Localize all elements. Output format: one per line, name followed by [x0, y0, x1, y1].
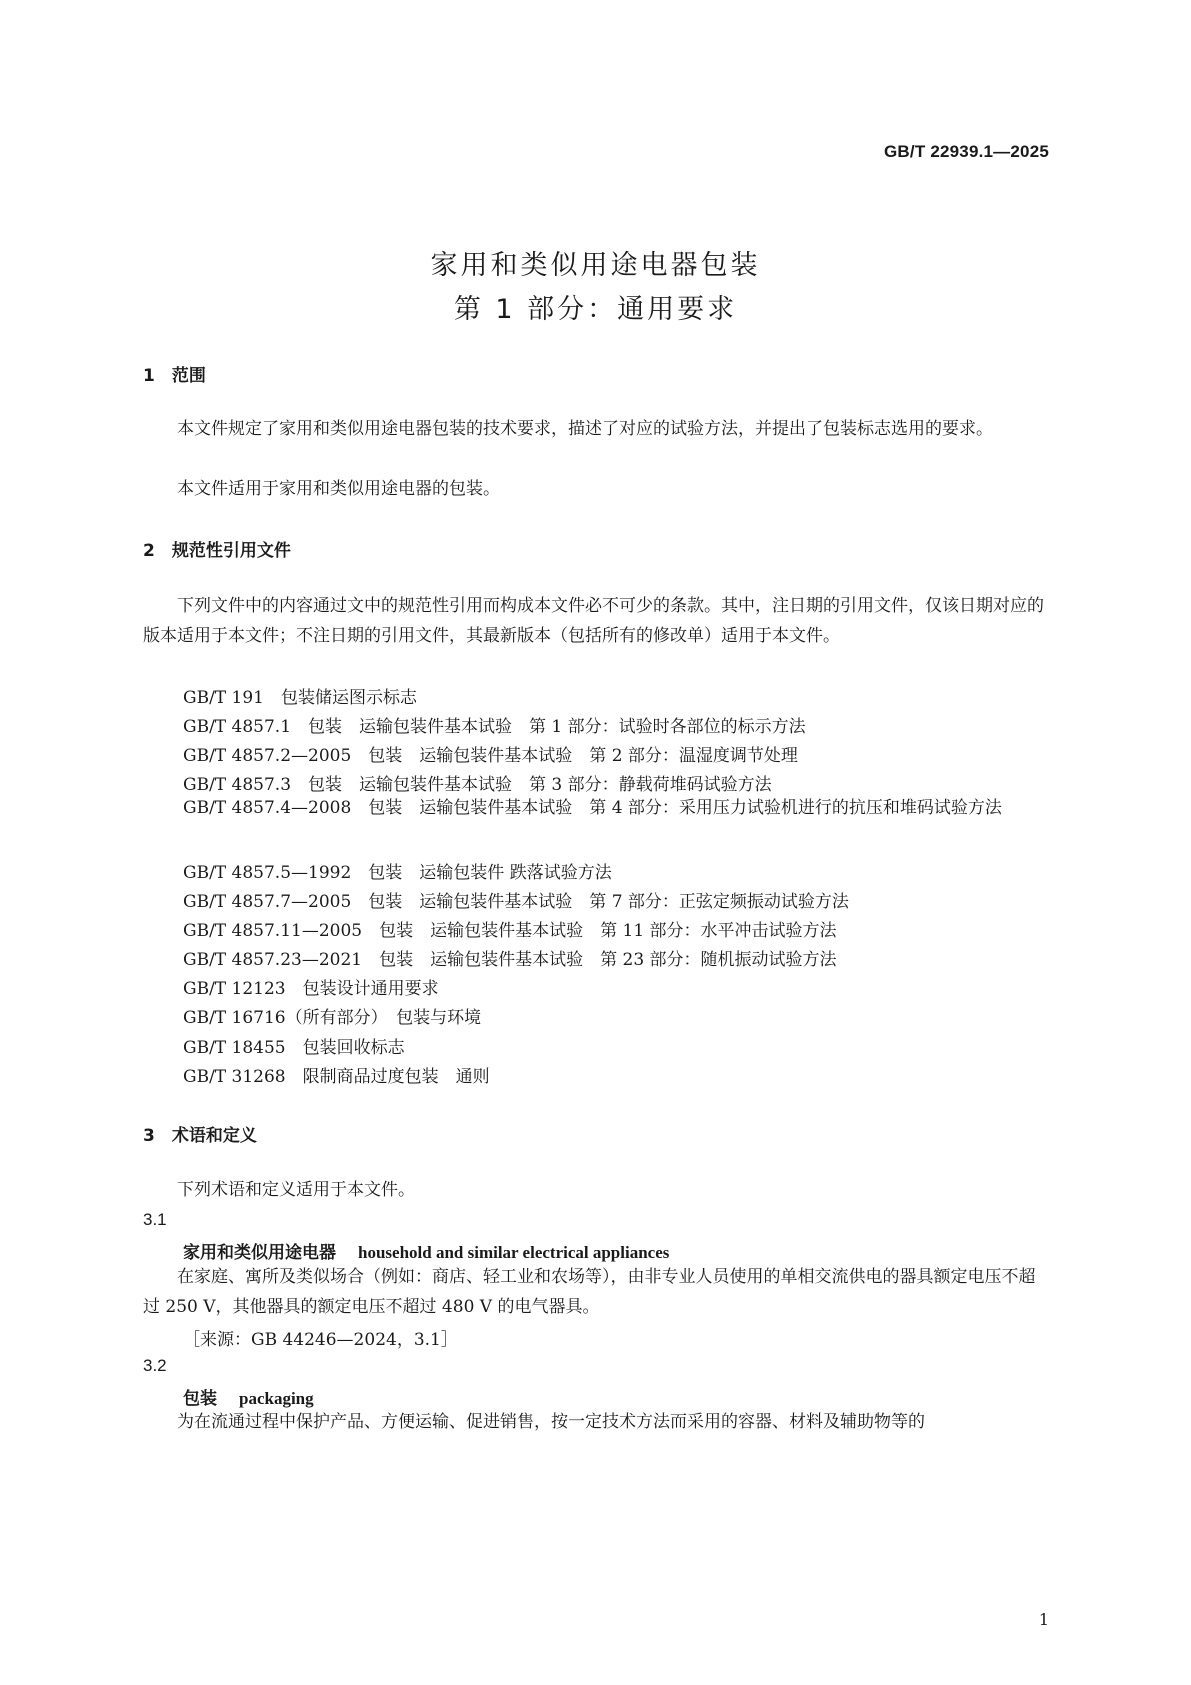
reference-item: GB/T 16716（所有部分） 包装与环境	[183, 1008, 482, 1028]
term-number: 3.2	[143, 1356, 167, 1375]
section-heading-scope: 1 范围	[143, 366, 206, 386]
reference-item: GB/T 4857.4—2008 包装 运输包装件基本试验 第 4 部分：采用压力试验机进行的抗压和堆码试验方法	[183, 798, 1002, 818]
term-title-zh: 家用和类似用途电器	[183, 1243, 336, 1263]
document-title: 家用和类似用途电器包装	[430, 250, 761, 281]
reference-item: GB/T 4857.3 包装 运输包装件基本试验 第 3 部分：静载荷堆码试验方法	[183, 775, 772, 795]
term-definition: 在家庭、寓所及类似场合（例如：商店、轻工业和农场等），由非专业人员使用的单相交流供电的器具额定电压不超过 250 V，其他器具的额定电压不超过 480 V 的电气器具。	[143, 1267, 1036, 1317]
section-heading-normative-references: 2 规范性引用文件	[143, 541, 291, 561]
reference-item: GB/T 12123 包装设计通用要求	[183, 979, 439, 999]
term-definition: 为在流通过程中保护产品、方便运输、促进销售，按一定技术方法而采用的容器、材料及辅助物等的	[177, 1412, 925, 1432]
section-heading-terms: 3 术语和定义	[143, 1126, 257, 1146]
term-title-en: household and similar electrical appliances	[358, 1243, 670, 1262]
normative-intro: 下列文件中的内容通过文中的规范性引用而构成本文件必不可少的条款。其中，注日期的引用文件，仅该日期对应的版本适用于本文件；不注日期的引用文件，其最新版本（包括所有的修改单）适用于本文件。	[143, 596, 1044, 646]
term-number: 3.1	[143, 1210, 167, 1229]
scope-paragraph-1: 本文件规定了家用和类似用途电器包装的技术要求，描述了对应的试验方法，并提出了包装标志选用的要求。	[177, 419, 993, 439]
reference-item: GB/T 18455 包装回收标志	[183, 1038, 405, 1058]
scope-paragraph-2: 本文件适用于家用和类似用途电器的包装。	[177, 479, 500, 499]
reference-item: GB/T 4857.23—2021 包装 运输包装件基本试验 第 23 部分：随机振动试验方法	[183, 950, 837, 970]
reference-item: GB/T 4857.11—2005 包装 运输包装件基本试验 第 11 部分：水平冲击试验方法	[183, 921, 837, 941]
term-title	[183, 1384, 314, 1409]
term-title	[183, 1238, 669, 1263]
document-subtitle: 第 1 部分：通用要求	[453, 294, 738, 325]
standard-number: GB/T 22939.1—2025	[884, 142, 1049, 161]
reference-item: GB/T 4857.2—2005 包装 运输包装件基本试验 第 2 部分：温湿度调节处理	[183, 746, 798, 766]
page-number: 1	[1038, 1610, 1049, 1629]
reference-item: GB/T 4857.1 包装 运输包装件基本试验 第 1 部分：试验时各部位的标示方法	[183, 717, 806, 737]
reference-item: GB/T 4857.5—1992 包装 运输包装件 跌落试验方法	[183, 863, 612, 883]
reference-item: GB/T 191 包装储运图示标志	[183, 688, 417, 708]
term-source: ［来源：GB 44246—2024，3.1］	[183, 1330, 458, 1350]
term-title-en: packaging	[239, 1389, 314, 1408]
term-title-zh: 包装	[183, 1389, 217, 1409]
reference-item: GB/T 4857.7—2005 包装 运输包装件基本试验 第 7 部分：正弦定频振动试验方法	[183, 892, 849, 912]
reference-item: GB/T 31268 限制商品过度包装 通则	[183, 1067, 490, 1087]
terms-intro: 下列术语和定义适用于本文件。	[177, 1180, 415, 1200]
